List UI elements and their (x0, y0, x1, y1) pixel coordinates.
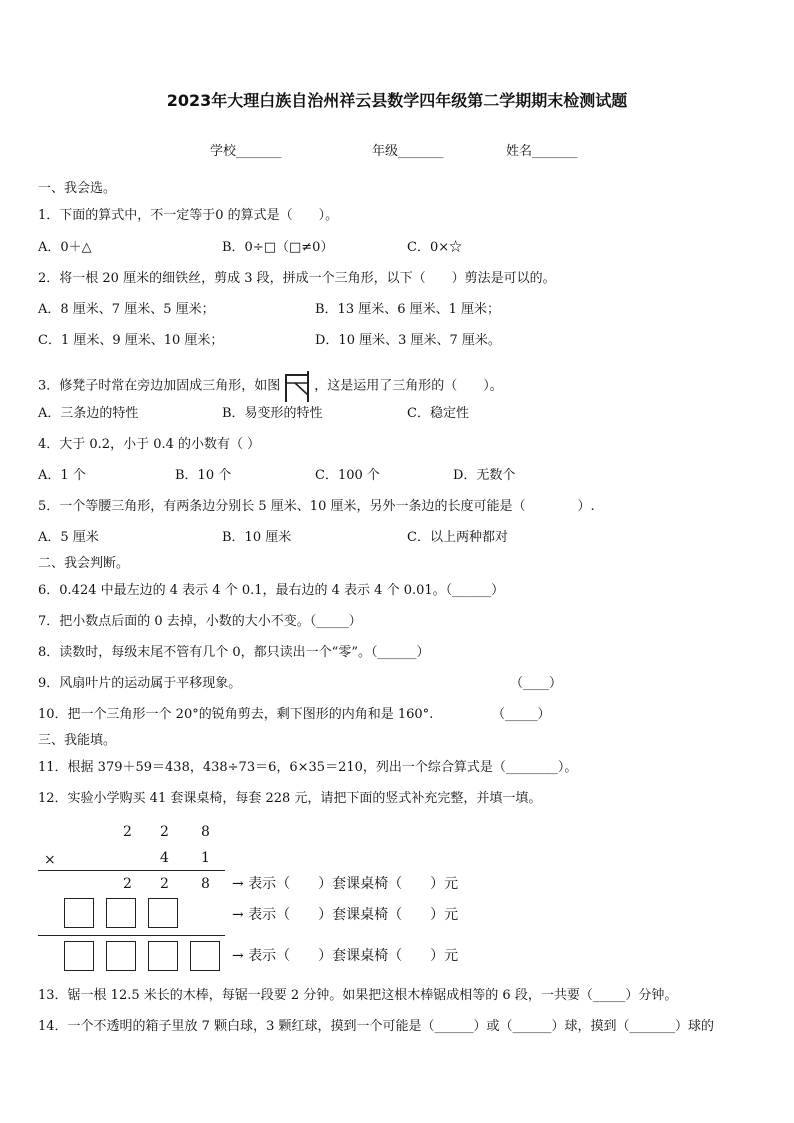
q10-answer-blank: （_____） (492, 707, 551, 722)
q5-option-a: A．5 厘米 (38, 530, 99, 545)
answer-box[interactable] (148, 898, 178, 928)
digit: 2 (160, 876, 169, 892)
arrow-label-3: → 表示（ ）套课桌椅（ ）元 (232, 948, 459, 964)
stool-icon (282, 369, 312, 403)
digit: 2 (123, 876, 132, 892)
q3-text-start: 3．修凳子时常在旁边加固成三角形，如图 (38, 378, 281, 394)
q2-option-a: A．8 厘米、7 厘米、5 厘米； (38, 302, 215, 317)
question-12: 12．实验小学购买 41 套课桌椅，每套 228 元，请把下面的竖式补充完整，并填一填。 (38, 791, 542, 806)
q5-option-b: B．10 厘米 (222, 530, 292, 545)
question-8: 8．读数时，每级末尾不管有几个 0，都只读出一个“零”。（______） (38, 645, 430, 660)
q3-option-a: A．三条边的特性 (38, 406, 139, 421)
digit: 2 (160, 824, 169, 840)
q4-option-d: D．无数个 (453, 468, 516, 483)
answer-box[interactable] (148, 941, 178, 971)
digit: 4 (160, 850, 169, 866)
q2-option-b: B．13 厘米、6 厘米、1 厘米； (315, 302, 501, 317)
question-1: 1．下面的算式中，不一定等于0 的算式是（ ）。 (38, 208, 339, 223)
q1-option-c: C．0×☆ (407, 240, 463, 255)
question-5: 5．一个等腰三角形，有两条边分别长 5 厘米、10 厘米，另外一条边的长度可能是（ ）. (38, 499, 595, 514)
question-10: 10．把一个三角形一个 20°的锐角剪去，剩下图形的内角和是 160°. (38, 707, 434, 722)
digit: 1 (201, 850, 210, 866)
times-sign: × (44, 852, 56, 868)
digit: 8 (201, 824, 210, 840)
q5-option-c: C．以上两种都对 (407, 530, 508, 545)
grade-field: 年级_______ (372, 144, 444, 159)
calc-line (38, 870, 225, 871)
school-field: 学校_______ (210, 144, 282, 159)
question-2: 2．将一根 20 厘米的细铁丝，剪成 3 段，拼成一个三角形，以下（ ）剪法是可以的。 (38, 271, 556, 286)
arrow-label-2: → 表示（ ）套课桌椅（ ）元 (232, 907, 459, 923)
q4-option-a: A．1 个 (38, 468, 86, 483)
question-3 (38, 369, 503, 403)
answer-box[interactable] (190, 941, 220, 971)
digit: 8 (201, 876, 210, 892)
answer-box[interactable] (64, 898, 94, 928)
q2-option-d: D．10 厘米、3 厘米、7 厘米。 (315, 333, 501, 348)
q1-option-a: A．0＋△ (38, 240, 92, 255)
arrow-label-1: → 表示（ ）套课桌椅（ ）元 (232, 876, 459, 892)
q3-option-c: C．稳定性 (407, 406, 469, 421)
answer-box[interactable] (64, 941, 94, 971)
question-4: 4．大于 0.2，小于 0.4 的小数有（ ） (38, 437, 261, 452)
name-field: 姓名_______ (506, 144, 578, 159)
q9-answer-blank: （____） (510, 676, 563, 691)
q1-option-b: B．0÷□（□≠0） (222, 240, 334, 255)
section-1-heading: 一、我会选。 (38, 181, 117, 196)
q3-text-end: ，这是运用了三角形的（ ）。 (314, 378, 503, 394)
digit: 2 (123, 824, 132, 840)
q4-option-b: B．10 个 (175, 468, 232, 483)
question-13: 13．锯一根 12.5 米长的木棒，每锯一段要 2 分钟。如果把这根木棒锯成相等的 6 段，一共要（_____）分钟。 (38, 988, 678, 1003)
question-14: 14．一个不透明的箱子里放 7 颗白球，3 颗红球，摸到一个可能是（______）或（______）球，摸到（_______）球的 (38, 1019, 714, 1034)
question-9: 9．风扇叶片的运动属于平移现象。 (38, 676, 242, 691)
question-7: 7．把小数点后面的 0 去掉，小数的大小不变。（_____） (38, 614, 362, 629)
q4-option-c: C．100 个 (315, 468, 380, 483)
page-title: 2023年大理白族自治州祥云县数学四年级第二学期期末检测试题 (166, 91, 628, 110)
question-6: 6．0.424 中最左边的 4 表示 4 个 0.1，最右边的 4 表示 4 个 0.01。（______） (38, 583, 505, 598)
section-3-heading: 三、我能填。 (38, 733, 117, 748)
section-2-heading: 二、我会判断。 (38, 556, 130, 571)
q3-option-b: B．易变形的特性 (222, 406, 323, 421)
answer-box[interactable] (106, 898, 136, 928)
calc-line (38, 935, 225, 936)
question-11: 11．根据 379＋59＝438，438÷73＝6，6×35＝210，列出一个综合算式是（________）。 (38, 760, 578, 775)
answer-box[interactable] (106, 941, 136, 971)
q2-option-c: C．1 厘米、9 厘米、10 厘米； (38, 333, 224, 348)
